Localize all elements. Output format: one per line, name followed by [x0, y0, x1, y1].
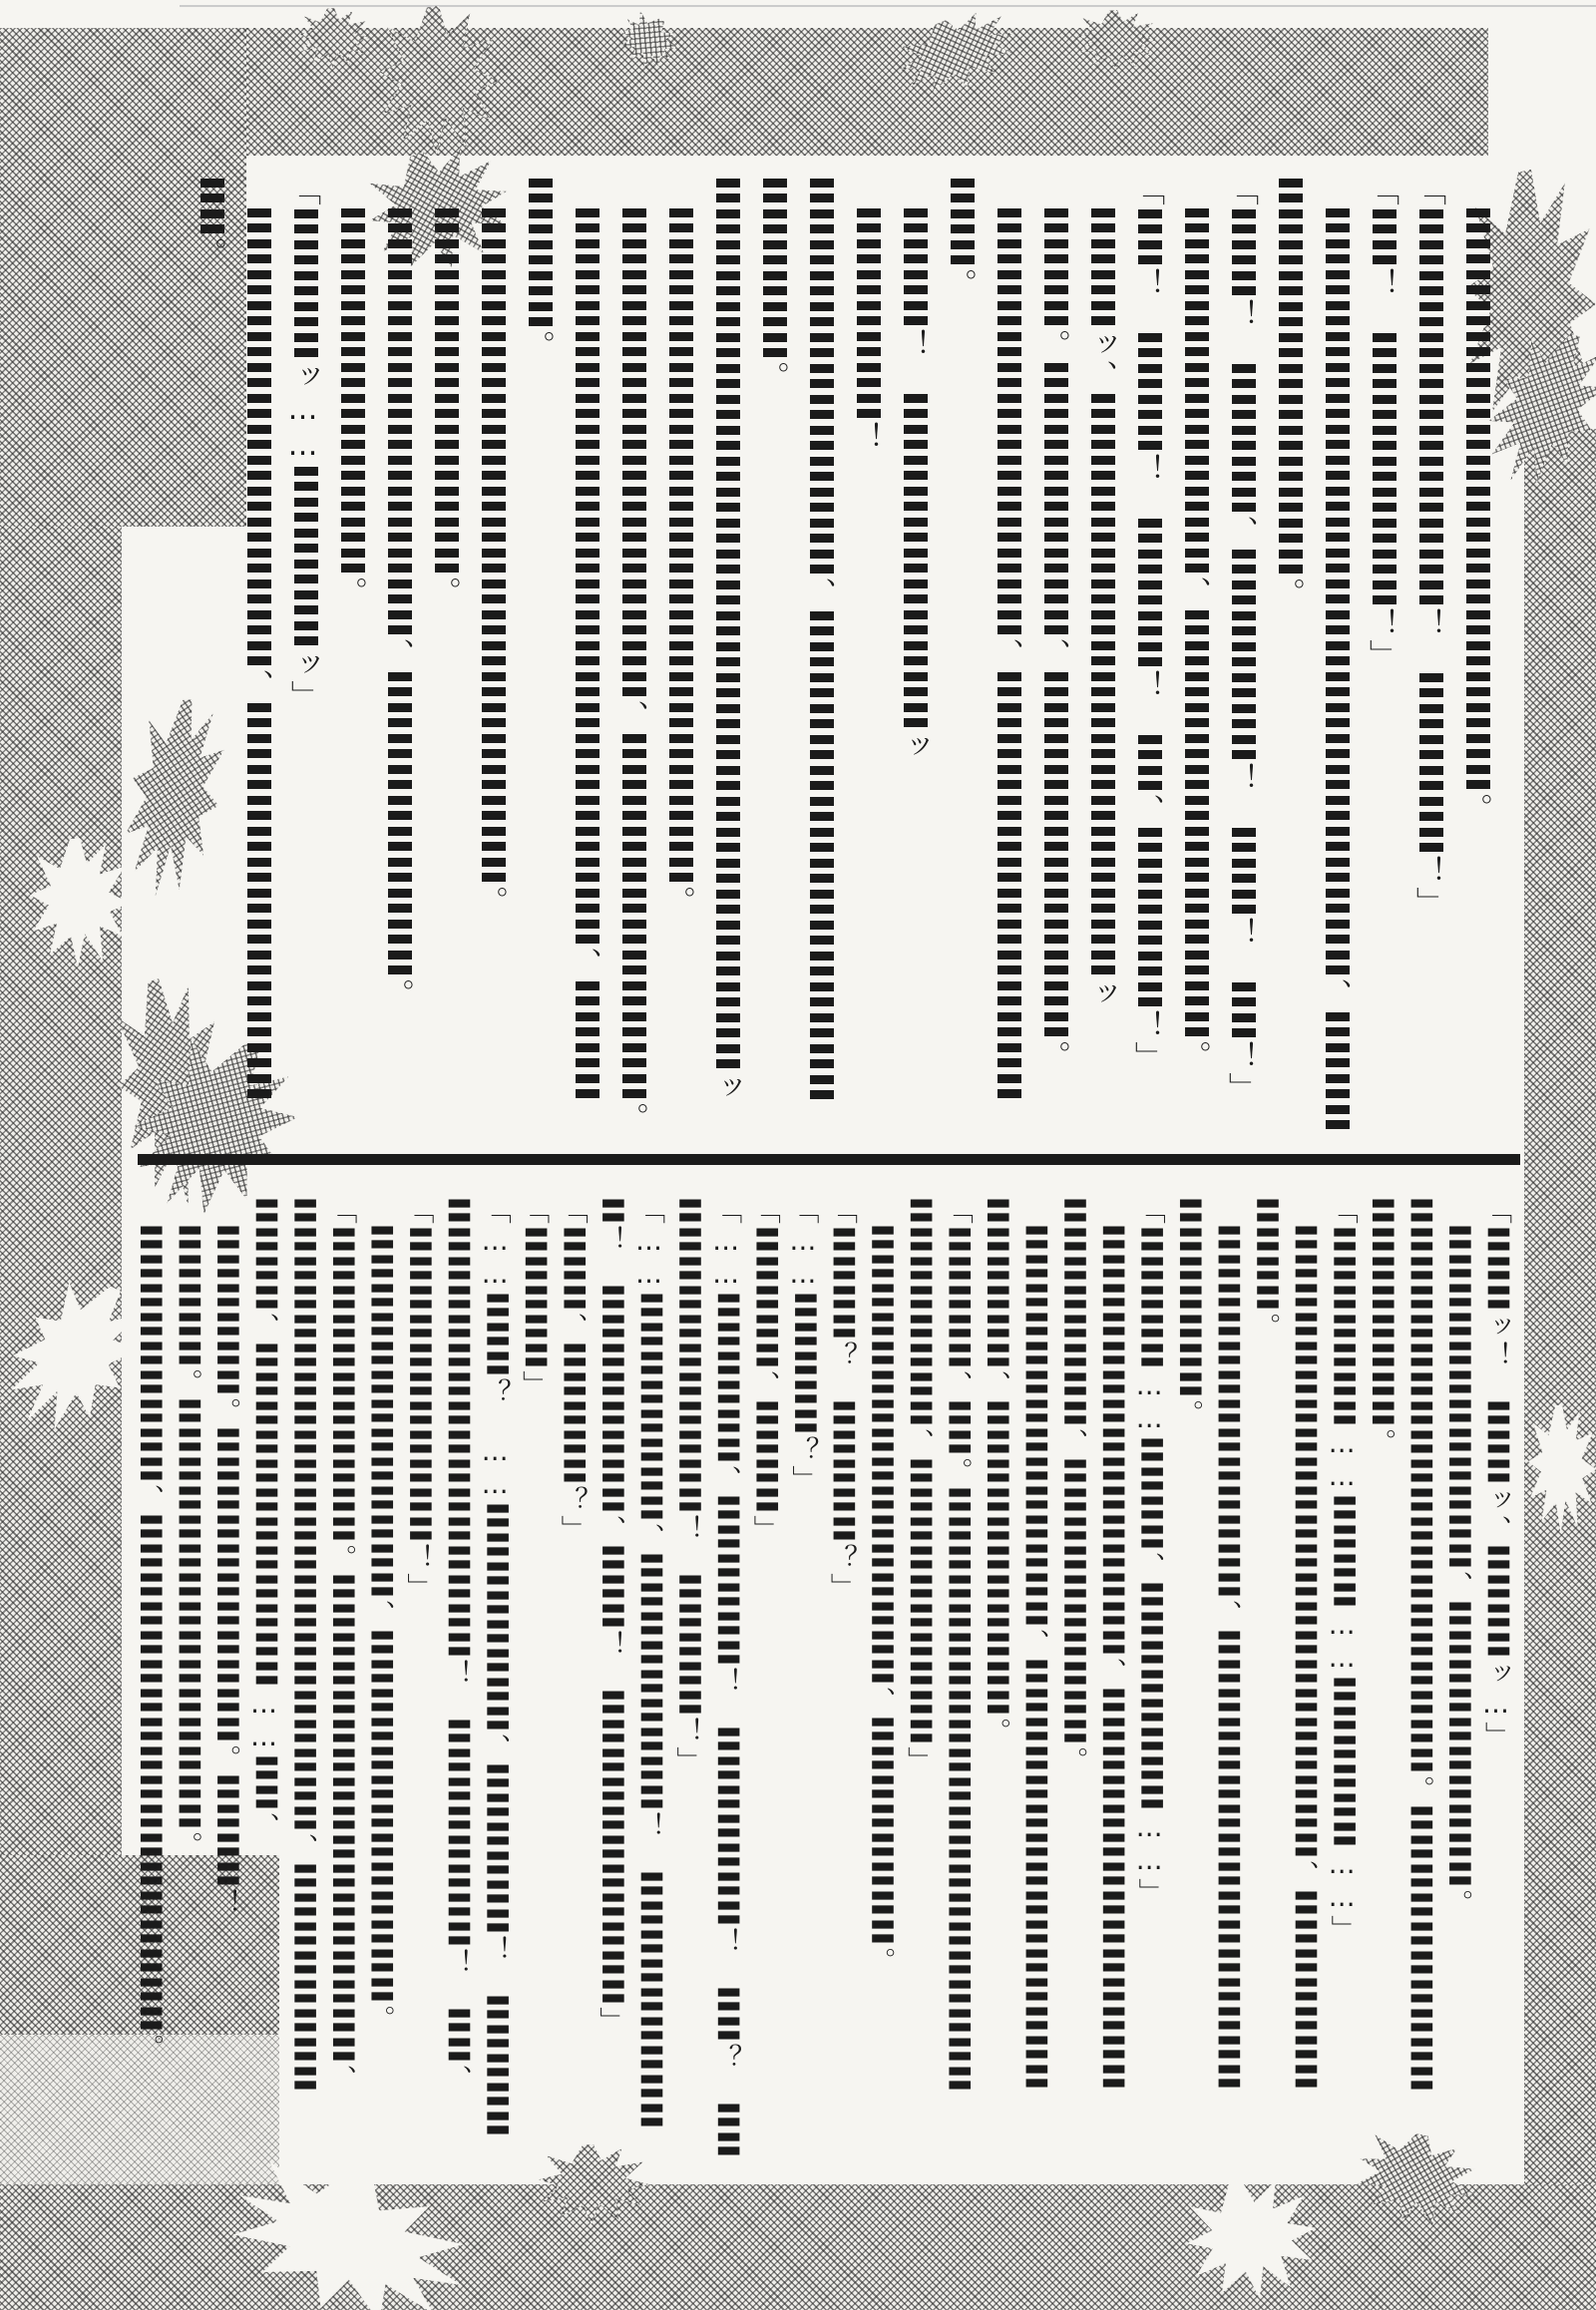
redacted-text-column: 「……〓〓〓？ ……〓〓〓〓〓〓〓〓、〓〓〓〓〓〓！ 〓〓〓〓〓 — [479, 1197, 511, 2138]
redacted-text-column: 〓〓〓〓〓〓〓〓〓〓〓〓〓〓〓〓〓〓〓〓〓〓、〓〓〓〓〓〓〓 — [1288, 1224, 1320, 2092]
noise-border-bottom — [0, 2184, 1596, 2310]
redacted-text-column: 「〓〓〓〓〓〓〓〓〓〓〓！」 — [402, 1197, 434, 1602]
redacted-text-column: 〓〓〓〓〓〓〓〓〓〓〓〓〓〓〓〓、〓〓〓〓〓〓〓〓〓〓〓〓。 — [613, 205, 648, 1133]
redacted-text-column: 〓〓〓〓。〓〓〓〓〓〓〓〓〓、〓〓〓〓〓〓〓〓〓〓〓〓。 — [1035, 205, 1070, 1071]
noise-border-right — [1524, 429, 1596, 2310]
redacted-text-column: 〓〓〓〓〓〓〓〓〓〓〓〓〓〓〓〓、〓〓〓〓〓〓〓〓。 — [864, 1224, 896, 1976]
redacted-text-column: 〓〓〓〓〓〓〓〓〓〓〓〓〓、〓〓〓〓〓〓〓〓〓〓〓〓〓〓〓〓 — [801, 176, 836, 1103]
redacted-text-column: 「〓〓〓〓〓〓〓〓〓〓〓〓〓！ 〓〓〓〓〓〓！」 — [1410, 176, 1445, 918]
redacted-text-column: 〓〓〓〓〓〓〓〓〓〓〓〓。 — [426, 205, 461, 607]
redacted-text-column: 〓〓〓〓〓〓〓！ — [848, 205, 883, 453]
redacted-text-column: 「〓〓〓〓〓、〓〓〓〓」 — [748, 1197, 780, 1544]
redacted-text-column: 〓〓〓〓〓〓〓〓〓〓〓〓〓〓〓、〓〓〓〓〓〓〓〓〓〓〓〓〓 — [238, 205, 273, 1102]
redacted-text-column: 〓〓〓〓〓。〓〓〓〓〓〓〓〓〓〓〓〓〓〓〓。 — [171, 1224, 202, 1860]
redacted-text-column: 〓〓〓〓、〓〓〓〓〓〓〓〓〓〓〓〓……〓〓、 — [248, 1197, 279, 1841]
redacted-text-column: 〓〓〓〓〓〓〓〓〓〓〓〓〓〓、〓〓〓〓〓〓〓〓〓〓〓〓〓〓 — [989, 205, 1023, 1102]
redacted-text-column: 「〓〓〓ッ！ 〓〓〓ッ、〓〓〓〓ッ…」 — [1480, 1197, 1511, 1750]
redacted-text-column: 〓〓〓〓〓〓〓〓〓〓〓〓〓〓〓〓〓〓〓〓。〓〓〓〓〓〓〓〓〓〓 — [1402, 1197, 1434, 2094]
redacted-text-column: 「〓〓〓、〓〓〓〓〓？」 — [556, 1197, 588, 1544]
lower-text-block — [129, 1197, 1514, 2172]
redacted-text-column: 〓〓〓〓〓〓〓〓〓〓〓〓〓〓〓〓！ 〓〓〓〓〓〓〓〓！ 〓〓、 — [440, 1197, 472, 2094]
redacted-text-column: 〓〓〓〓〓〓〓〓〓〓〓〓〓〓〓〓〓〓〓。 — [1457, 205, 1492, 824]
redacted-text-column: 「……〓〓〓〓〓〓、〓〓〓〓〓〓！ 〓〓〓〓〓〓〓！ 〓〓？ 〓〓 — [710, 1197, 742, 2159]
redacted-text-column: 「〓〓〓〓〓〓〓〓〓〓〓。〓〓〓〓〓〓〓〓〓〓〓〓〓〓〓〓〓、 — [325, 1197, 357, 2094]
redacted-text-column: 「〓〓〓〓〓、〓〓。〓〓〓〓〓〓〓〓〓〓〓〓〓〓〓〓〓〓〓〓〓 — [941, 1197, 973, 2094]
redacted-text-column: 〓〓〓〓〓〓〓〓。 — [1365, 1197, 1396, 1457]
redacted-text-column: 「〓〓〓〓〓ッ……〓〓〓〓〓〓ッ」 — [285, 176, 320, 711]
redacted-text-column: 〓〓。 — [192, 176, 226, 268]
redacted-text-column: 「〓〓〓〓〓〓〓……〓〓〓〓……〓〓〓〓〓〓……」 — [1326, 1197, 1358, 1944]
redacted-text-column: 〓〓〓〓〓〓〓〓〓〓〓〓。 — [332, 205, 367, 607]
redacted-text-column: 〓〓〓〓〓〓、〓〓〓〓〓〓〓〓〓〓〓。 — [980, 1197, 1011, 1746]
redacted-text-column: 〓〓〓〓〓〓〓〓〓〓〓〓、〓〓〓〓〓〓〓〓〓〓〓〓〓〓。 — [1176, 205, 1211, 1071]
redacted-text-column: 〓〓〓〓〓〓〓〓〓〓〓〓、〓〓〓〓〓〓〓〓〓〓。 — [1441, 1224, 1473, 1918]
redacted-text-column: 「〓〓〓〓？ 〓〓〓〓〓？」 — [825, 1197, 857, 1602]
redacted-text-column: 〓〓〓〓〓〓〓〓〓〓〓〓〓〓〓〓〓〓〓〓〓〓。 — [473, 205, 508, 917]
redacted-text-column: 〓〓〓〓〓〓〓〓〓〓〓！ 〓〓〓〓〓！」 — [671, 1197, 703, 1775]
redacted-text-column: 〓〓〓〓〓〓〓〓〓〓〓〓〓。 — [1270, 176, 1305, 608]
redacted-text-column: 「〓〓〓！ 〓〓〓〓〓、〓〓〓〓〓〓〓！ 〓〓〓！ 〓〓！」 — [1223, 176, 1258, 1103]
redacted-text-column: 〓〓〓〓〓〓〓〓〓〓〓〓〓〓、〓〓〓〓〓〓〓〓〓〓。 — [379, 205, 414, 1009]
redacted-text-column: 「〓〓〓〓〓」 — [518, 1197, 550, 1399]
redacted-text-column: 〓〓〓〓！ 〓〓〓〓〓〓〓〓〓〓〓ッ — [895, 205, 930, 762]
section-divider — [138, 1154, 1520, 1165]
redacted-text-column: 「〓〓〓〓〓……〓〓〓〓、〓〓〓〓〓〓〓〓……」 — [1133, 1197, 1165, 1907]
redacted-text-column: 「……〓〓〓〓〓〓〓〓、〓〓〓〓〓〓〓〓〓！ 〓〓〓〓〓〓〓〓〓 — [632, 1197, 664, 2130]
redacted-text-column: 〓〓〓〓〓〓〓〓、〓〓〓〓〓〓〓〓〓〓」 — [903, 1197, 935, 1775]
redacted-text-column: 「……〓〓〓〓〓？」 — [787, 1197, 819, 1494]
redacted-text-column: 〓〓〓〓〓〓〓〓〓、〓〓〓〓〓〓〓〓〓〓〓〓〓〓〓〓〓〓。 — [133, 1224, 165, 2063]
redacted-text-column: 〓〓〓〓〓〓〓〓〓〓〓〓〓〓〓〓〓〓〓〓〓〓〓〓、〓〓〓〓 — [567, 205, 601, 1102]
redacted-text-column: 〓〓〓〓ッ、〓〓〓〓〓〓〓〓〓〓〓〓〓〓〓〓〓〓〓ッ — [1082, 205, 1117, 1009]
redacted-text-column: 〓〓〓〓〓〓〓〓〓〓〓〓〓〓〓〓〓〓〓〓〓〓〓〓〓〓〓〓〓ッ — [707, 176, 742, 1103]
redacted-text-column: 〓〓〓〓〓〓〓〓〓〓〓〓〓〓〓〓〓〓〓〓〓〓〓〓〓、〓〓〓〓 — [1317, 205, 1352, 1133]
redacted-text-column: 〓〓〓〓〓〓〓〓〓〓〓〓〓〓〓〓〓〓〓〓〓〓。 — [660, 205, 695, 917]
redacted-text-column: 〓〓〓〓〓〓〓〓、〓〓〓〓〓〓〓〓〓〓。 — [1056, 1197, 1088, 1775]
scan-edge-line — [180, 5, 1596, 7]
redacted-text-column: 〓〓〓〓〓。 — [520, 176, 555, 361]
redacted-text-column: 〓〓〓〓〓〓〓〓〓〓〓〓〓〓、〓〓〓〓〓〓〓〓〓〓〓〓〓〓〓 — [1017, 1224, 1049, 2092]
redacted-text-column: 「〓〓！ 〓〓〓〓！ 〓〓〓〓〓！ 〓〓、〓〓〓〓〓〓！」 — [1129, 176, 1164, 1072]
redacted-text-column: 〓〓〓〓〓〓〓。 — [1172, 1197, 1204, 1428]
redacted-text-column: 「〓〓！ 〓〓〓〓〓〓〓〓〓！」 — [1364, 176, 1398, 670]
redacted-text-column: 〓〓〓〓〓〓。 — [754, 176, 789, 392]
redacted-text-column: 〓〓〓。 — [942, 176, 977, 299]
redacted-text-column: 〓〓〓〓〓〓〓〓〓〓〓〓〓〓〓、〓〓〓〓〓〓〓〓〓〓〓〓〓〓 — [1095, 1224, 1127, 2092]
redacted-text-column: 〓〓〓〓〓〓〓〓〓〓〓〓〓、〓〓〓〓〓〓〓〓〓〓〓〓〓。 — [363, 1224, 395, 2034]
redacted-text-column: 〓！ 〓〓〓〓〓〓〓〓、〓〓〓！ 〓〓〓〓〓〓〓〓〓〓〓」 — [595, 1197, 626, 2036]
redacted-text-column: 〓〓〓〓〓〓〓〓〓〓〓〓〓〓〓〓〓〓〓〓〓〓、〓〓〓〓〓〓〓〓 — [286, 1197, 318, 2094]
redacted-text-column: 〓〓〓〓〓〓。〓〓〓〓〓〓〓〓〓〓〓。〓〓〓〓！ — [209, 1224, 241, 1918]
redacted-text-column: 〓〓〓〓。 — [1249, 1197, 1281, 1342]
redacted-text-column: 〓〓〓〓〓〓〓〓〓〓〓〓〓、〓〓〓〓〓〓〓〓〓〓〓〓〓〓〓〓 — [1210, 1224, 1242, 2092]
upper-text-block — [186, 176, 1498, 1133]
